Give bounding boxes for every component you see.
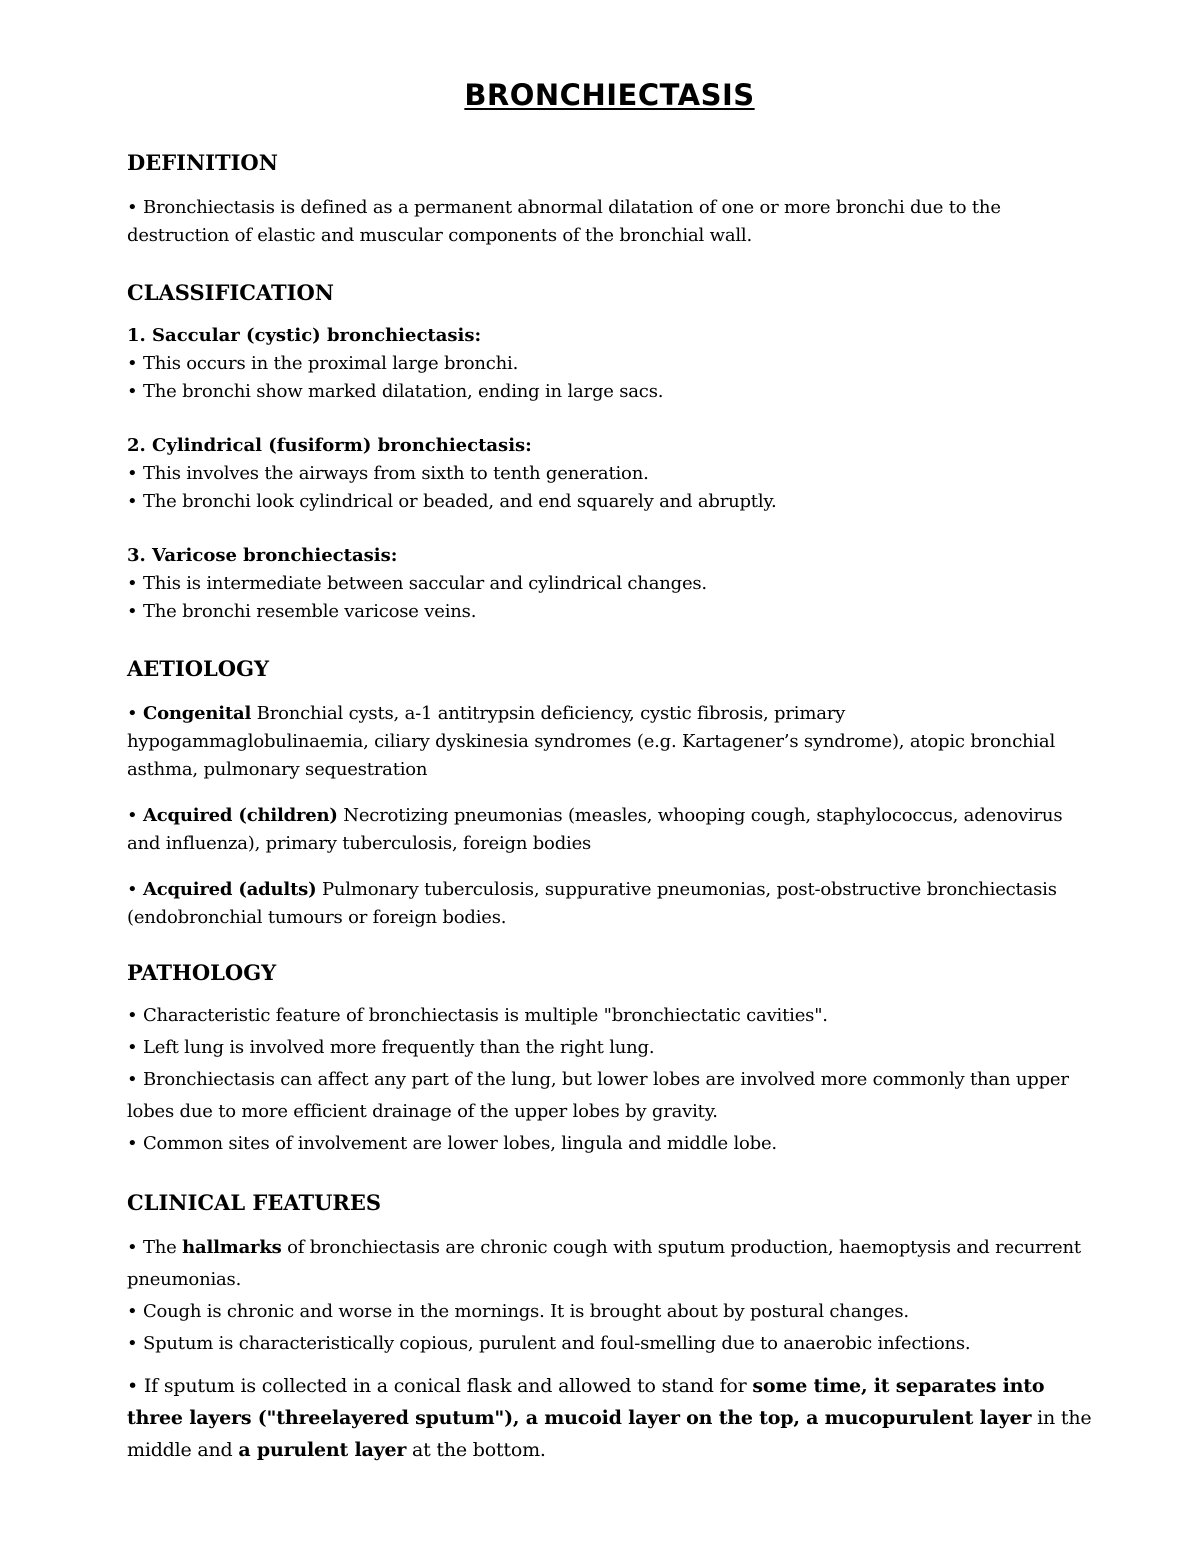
aetiology-text: Pulmonary tuberculosis, suppurative pneumonias, post-obstructive bronchiectasis (endobronchial tumours or foreign bodies. <box>127 879 1057 928</box>
classification-type-title: 1. Saccular (cystic) bronchiectasis: <box>127 325 482 346</box>
classification-type-varicose <box>127 542 1092 626</box>
pathology-point: • Characteristic feature of bronchiectasis is multiple "bronchiectatic cavities". <box>127 1005 828 1026</box>
clinical-text: • If sputum is collected in a conical flask and allowed to stand for <box>127 1375 753 1397</box>
classification-point: • This is intermediate between saccular and cylindrical changes. <box>127 573 707 594</box>
document-title: BRONCHIECTASIS <box>464 78 755 112</box>
aetiology-item-acquired-adults <box>127 876 1092 932</box>
aetiology-label: Congenital <box>142 703 252 724</box>
aetiology-item-congenital <box>127 700 1092 784</box>
clinical-text: at the bottom. <box>406 1439 546 1461</box>
classification-type-cylindrical <box>127 432 1092 516</box>
bullet: • <box>127 805 143 826</box>
aetiology-text: Necrotizing pneumonias (measles, whooping cough, staphylococcus, adenovirus and influenza), primary tuberculosis, foreign bodies <box>127 805 1063 854</box>
clinical-bold: hallmarks <box>182 1237 282 1258</box>
document-page <box>127 70 1092 1466</box>
clinical-text: of bronchiectasis are chronic cough with sputum production, haemoptysis and recurrent pneumonias. <box>127 1237 1081 1290</box>
bullet: • <box>127 879 143 900</box>
clinical-bold: a purulent layer <box>238 1439 407 1461</box>
aetiology-heading: AETIOLOGY <box>127 656 270 681</box>
pathology-heading: PATHOLOGY <box>127 960 277 985</box>
clinical-bold: some time, it separates into three layers ("threelayered sputum"), a mucoid layer on the top, a mucopurulent layer <box>127 1375 1045 1429</box>
aetiology-text: Bronchial cysts, a-1 antitrypsin deficiency, cystic fibrosis, primary hypogammaglobulinaemia, ciliary dyskinesia syndromes (e.g. Kartagener’s syndrome), atopic bronchial asthma, pulmonary sequestration <box>127 703 1055 780</box>
clinical-hallmarks <box>127 1232 1092 1296</box>
clinical-heading: CLINICAL FEATURES <box>127 1190 382 1215</box>
classification-point: • The bronchi resemble varicose veins. <box>127 601 477 622</box>
clinical-point: • Sputum is characteristically copious, purulent and foul-smelling due to anaerobic infections. <box>127 1333 971 1354</box>
classification-type-title: 2. Cylindrical (fusiform) bronchiectasis: <box>127 435 532 456</box>
classification-heading: CLASSIFICATION <box>127 280 334 305</box>
aetiology-item-acquired-children <box>127 802 1092 858</box>
pathology-point: • Common sites of involvement are lower lobes, lingula and middle lobe. <box>127 1133 777 1154</box>
bullet: • <box>127 703 143 724</box>
pathology-point: • Bronchiectasis can affect any part of the lung, but lower lobes are involved more commonly than upper lobes due to more efficient drainage of the upper lobes by gravity. <box>127 1069 1069 1122</box>
classification-type-title: 3. Varicose bronchiectasis: <box>127 545 398 566</box>
clinical-text: • The <box>127 1237 183 1258</box>
pathology-point: • Left lung is involved more frequently than the right lung. <box>127 1037 655 1058</box>
clinical-point: • Cough is chronic and worse in the mornings. It is brought about by postural changes. <box>127 1301 909 1322</box>
clinical-text: in the middle and <box>127 1407 1092 1461</box>
aetiology-label: Acquired (adults) <box>142 879 317 900</box>
clinical-sputum-layers <box>127 1370 1092 1466</box>
definition-heading: DEFINITION <box>127 150 278 175</box>
definition-text: • Bronchiectasis is defined as a permanent abnormal dilatation of one or more bronchi due to the destruction of elastic and muscular components of the bronchial wall. <box>127 197 1001 246</box>
classification-point: • This involves the airways from sixth to tenth generation. <box>127 463 649 484</box>
classification-point: • The bronchi look cylindrical or beaded, and end squarely and abruptly. <box>127 491 777 512</box>
classification-type-saccular <box>127 322 1092 406</box>
aetiology-label: Acquired (children) <box>142 805 338 826</box>
classification-point: • This occurs in the proximal large bronchi. <box>127 353 519 374</box>
classification-point: • The bronchi show marked dilatation, ending in large sacs. <box>127 381 664 402</box>
